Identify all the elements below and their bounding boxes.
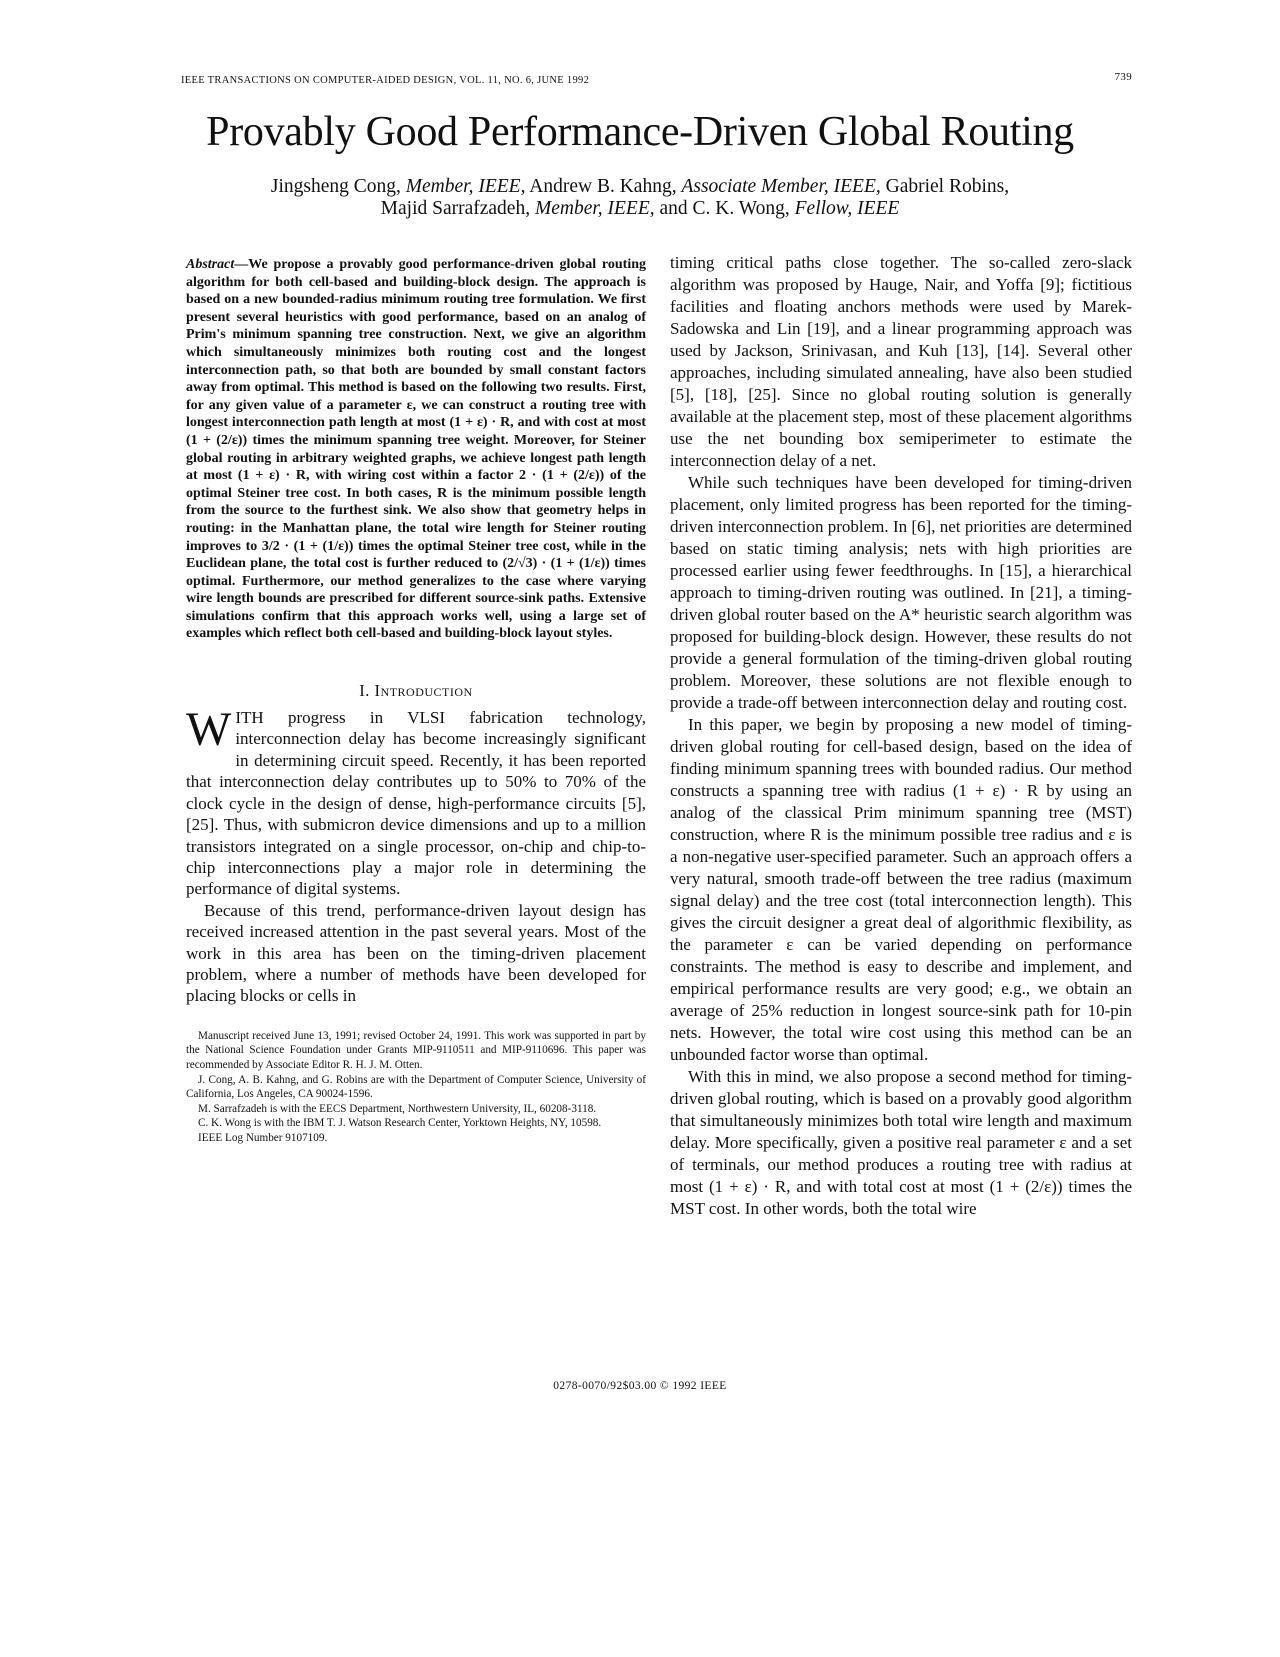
intro-paragraph-2: Because of this trend, performance-driven layout design has received increased attention in the past several years. Most of the work in this area has been on the timing-driven placement problem, where a number of methods have been developed for placing blocks or cells in <box>186 900 646 1006</box>
drop-cap: W <box>186 703 232 757</box>
right-paragraph-1: timing critical paths close together. The so-called zero-slack algorithm was proposed by Hauge, Nair, and Yoffa [9]; fictitious facilities and floating anchors methods were used by Marek-Sadowska and Lin [19], and a linear programming approach was used by Jackson, Srinivasan, and Kuh [13], [14]. Several other approaches, including simulated annealing, have also been studied [5], [18], [25]. Since no global routing solution is generally available at the placement step, most of these placement algorithms use the net bounding box semiperimeter to estimate the interconnection delay of a net. <box>670 253 1132 470</box>
right-column <box>670 252 1132 1220</box>
author-name: Jingsheng Cong, <box>270 176 401 197</box>
footnote-log-number: IEEE Log Number 9107109. <box>198 1131 328 1144</box>
intro-paragraph-1 <box>186 703 646 900</box>
author-list <box>0 176 1280 220</box>
author-name: Gabriel Robins, <box>885 176 1010 197</box>
author-membership: Fellow, IEEE <box>794 198 900 219</box>
section-heading-introduction: I. Introduction <box>359 681 473 701</box>
author-name: and C. K. Wong, <box>659 198 790 219</box>
paper-title: Provably Good Performance-Driven Global Routing <box>206 109 1074 155</box>
author-line-1 <box>0 176 1280 198</box>
author-line-2 <box>0 198 1280 220</box>
journal-citation: IEEE TRANSACTIONS ON COMPUTER-AIDED DESIGN, VOL. 11, NO. 6, JUNE 1992 <box>181 75 590 86</box>
introduction-body <box>186 703 646 1007</box>
intro-paragraph-1-text: ITH progress in VLSI fabrication technology, interconnection delay has become increasingly significant in determining circuit speed. Recently, it has been reported that interconnection delay contributes up to 50% to 70% of the clock cycle in the design of dense, high-performance circuits [5], [25]. Thus, with submicron device dimensions and up to a million transistors integrated on a single processor, on-chip and chip-to-chip interconnections play a major role in determining the performance of digital systems. <box>186 708 646 899</box>
abstract <box>186 256 646 643</box>
author-membership: Member, IEEE, <box>534 198 655 219</box>
abstract-text: —We propose a provably good performance-driven global routing algorithm for both cell-based and building-block design. The approach is based on a new bounded-radius minimum routing tree formulation. We first present several heuristics with good performance, based on an analog of Prim's minimum spanning tree construction. Next, we give an algorithm which simultaneously minimizes both routing cost and the longest interconnection path, so that both are bounded by small constant factors away from optimal. This method is based on the following two results. First, for any given value of a parameter ε, we can construct a routing tree with longest interconnection path length at most (1 + ε) · R, and with cost at most (1 + (2/ε)) times the minimum spanning tree weight. Moreover, for Steiner global routing in arbitrary weighted graphs, we achieve longest path length at most (1 + ε) · R, with wiring cost within a factor 2 · (1 + (2/ε)) of the optimal Steiner tree cost. In both cases, R is the minimum possible length from the source to the furthest sink. We also show that geometry helps in routing: in the Manhattan plane, the total wire length for Steiner routing improves to 3/2 · (1 + (1/ε)) times the optimal Steiner tree cost, while in the Euclidean plane, the total cost is further reduced to (2/√3) · (1 + (1/ε)) times optimal. Furthermore, our method generalizes to the case where varying wire length bounds are prescribed for different source-sink paths. Extensive simulations confirm that this approach works well, using a large set of examples which reflect both cell-based and building-block layout styles. <box>186 257 646 642</box>
left-column <box>186 256 646 1146</box>
footnote-affiliation-northwestern: M. Sarrafzadeh is with the EECS Department, Northwestern University, IL, 60208-3118. <box>198 1102 597 1115</box>
page-number: 739 <box>1114 71 1132 83</box>
footnotes <box>186 1029 646 1146</box>
author-name: Andrew B. Kahng, <box>529 176 677 197</box>
footnote-affiliation-ucla: J. Cong, A. B. Kahng, and G. Robins are with the Department of Computer Science, University of California, Los Angeles, CA 90024-1596. <box>186 1073 646 1101</box>
footnote-manuscript: Manuscript received June 13, 1991; revised October 24, 1991. This work was supported in part by the National Science Foundation under Grants MIP-9110511 and MIP-9110696. This paper was recommended by Associate Editor R. H. J. M. Otten. <box>186 1029 646 1071</box>
author-membership: Member, IEEE, <box>405 176 526 197</box>
right-paragraph-4: With this in mind, we also propose a second method for timing-driven global routing, which is based on a provably good algorithm that simultaneously minimizes both total wire length and maximum delay. More specifically, given a positive real parameter ε and a set of terminals, our method produces a routing tree with radius at most (1 + ε) · R, and with total cost at most (1 + (2/ε)) times the MST cost. In other words, both the total wire <box>670 1067 1132 1218</box>
author-name: Majid Sarrafzadeh, <box>380 198 531 219</box>
abstract-label: Abstract <box>186 257 235 272</box>
right-paragraph-3: In this paper, we begin by proposing a new model of timing-driven global routing for cell-based design, based on the idea of finding minimum spanning trees with bounded radius. Our method constructs a spanning tree with radius (1 + ε) · R by using an analog of the classical Prim minimum spanning tree (MST) construction, where R is the minimum possible tree radius and ε is a non-negative user-specified parameter. Such an approach offers a very natural, smooth trade-off between the tree radius (maximum signal delay) and the tree cost (total interconnection length). This gives the circuit designer a great deal of algorithmic flexibility, as the parameter ε can be varied depending on performance constraints. The method is easy to describe and implement, and empirical performance results are very good; e.g., we obtain an average of 25% reduction in longest source-sink path for 10-pin nets. However, the total wire cost using this method can be an unbounded factor worse than optimal. <box>670 715 1132 1064</box>
copyright-line: 0278-0070/92$03.00 © 1992 IEEE <box>553 1380 727 1392</box>
right-paragraph-2: While such techniques have been developed for timing-driven placement, only limited progress has been reported for the timing-driven interconnection problem. In [6], net priorities are determined based on static timing analysis; nets with high priorities are processed earlier using fewer feedthroughs. In [15], a hierarchical approach to timing-driven routing was outlined. In [21], a timing-driven global router based on the A* heuristic search algorithm was proposed for building-block design. However, these results do not provide a general formulation of the timing-driven global routing problem. Moreover, these solutions are not flexible enough to provide a trade-off between interconnection delay and routing cost. <box>670 473 1132 712</box>
author-membership: Associate Member, IEEE, <box>681 176 881 197</box>
footnote-affiliation-ibm: C. K. Wong is with the IBM T. J. Watson Research Center, Yorktown Heights, NY, 10598. <box>198 1117 602 1130</box>
